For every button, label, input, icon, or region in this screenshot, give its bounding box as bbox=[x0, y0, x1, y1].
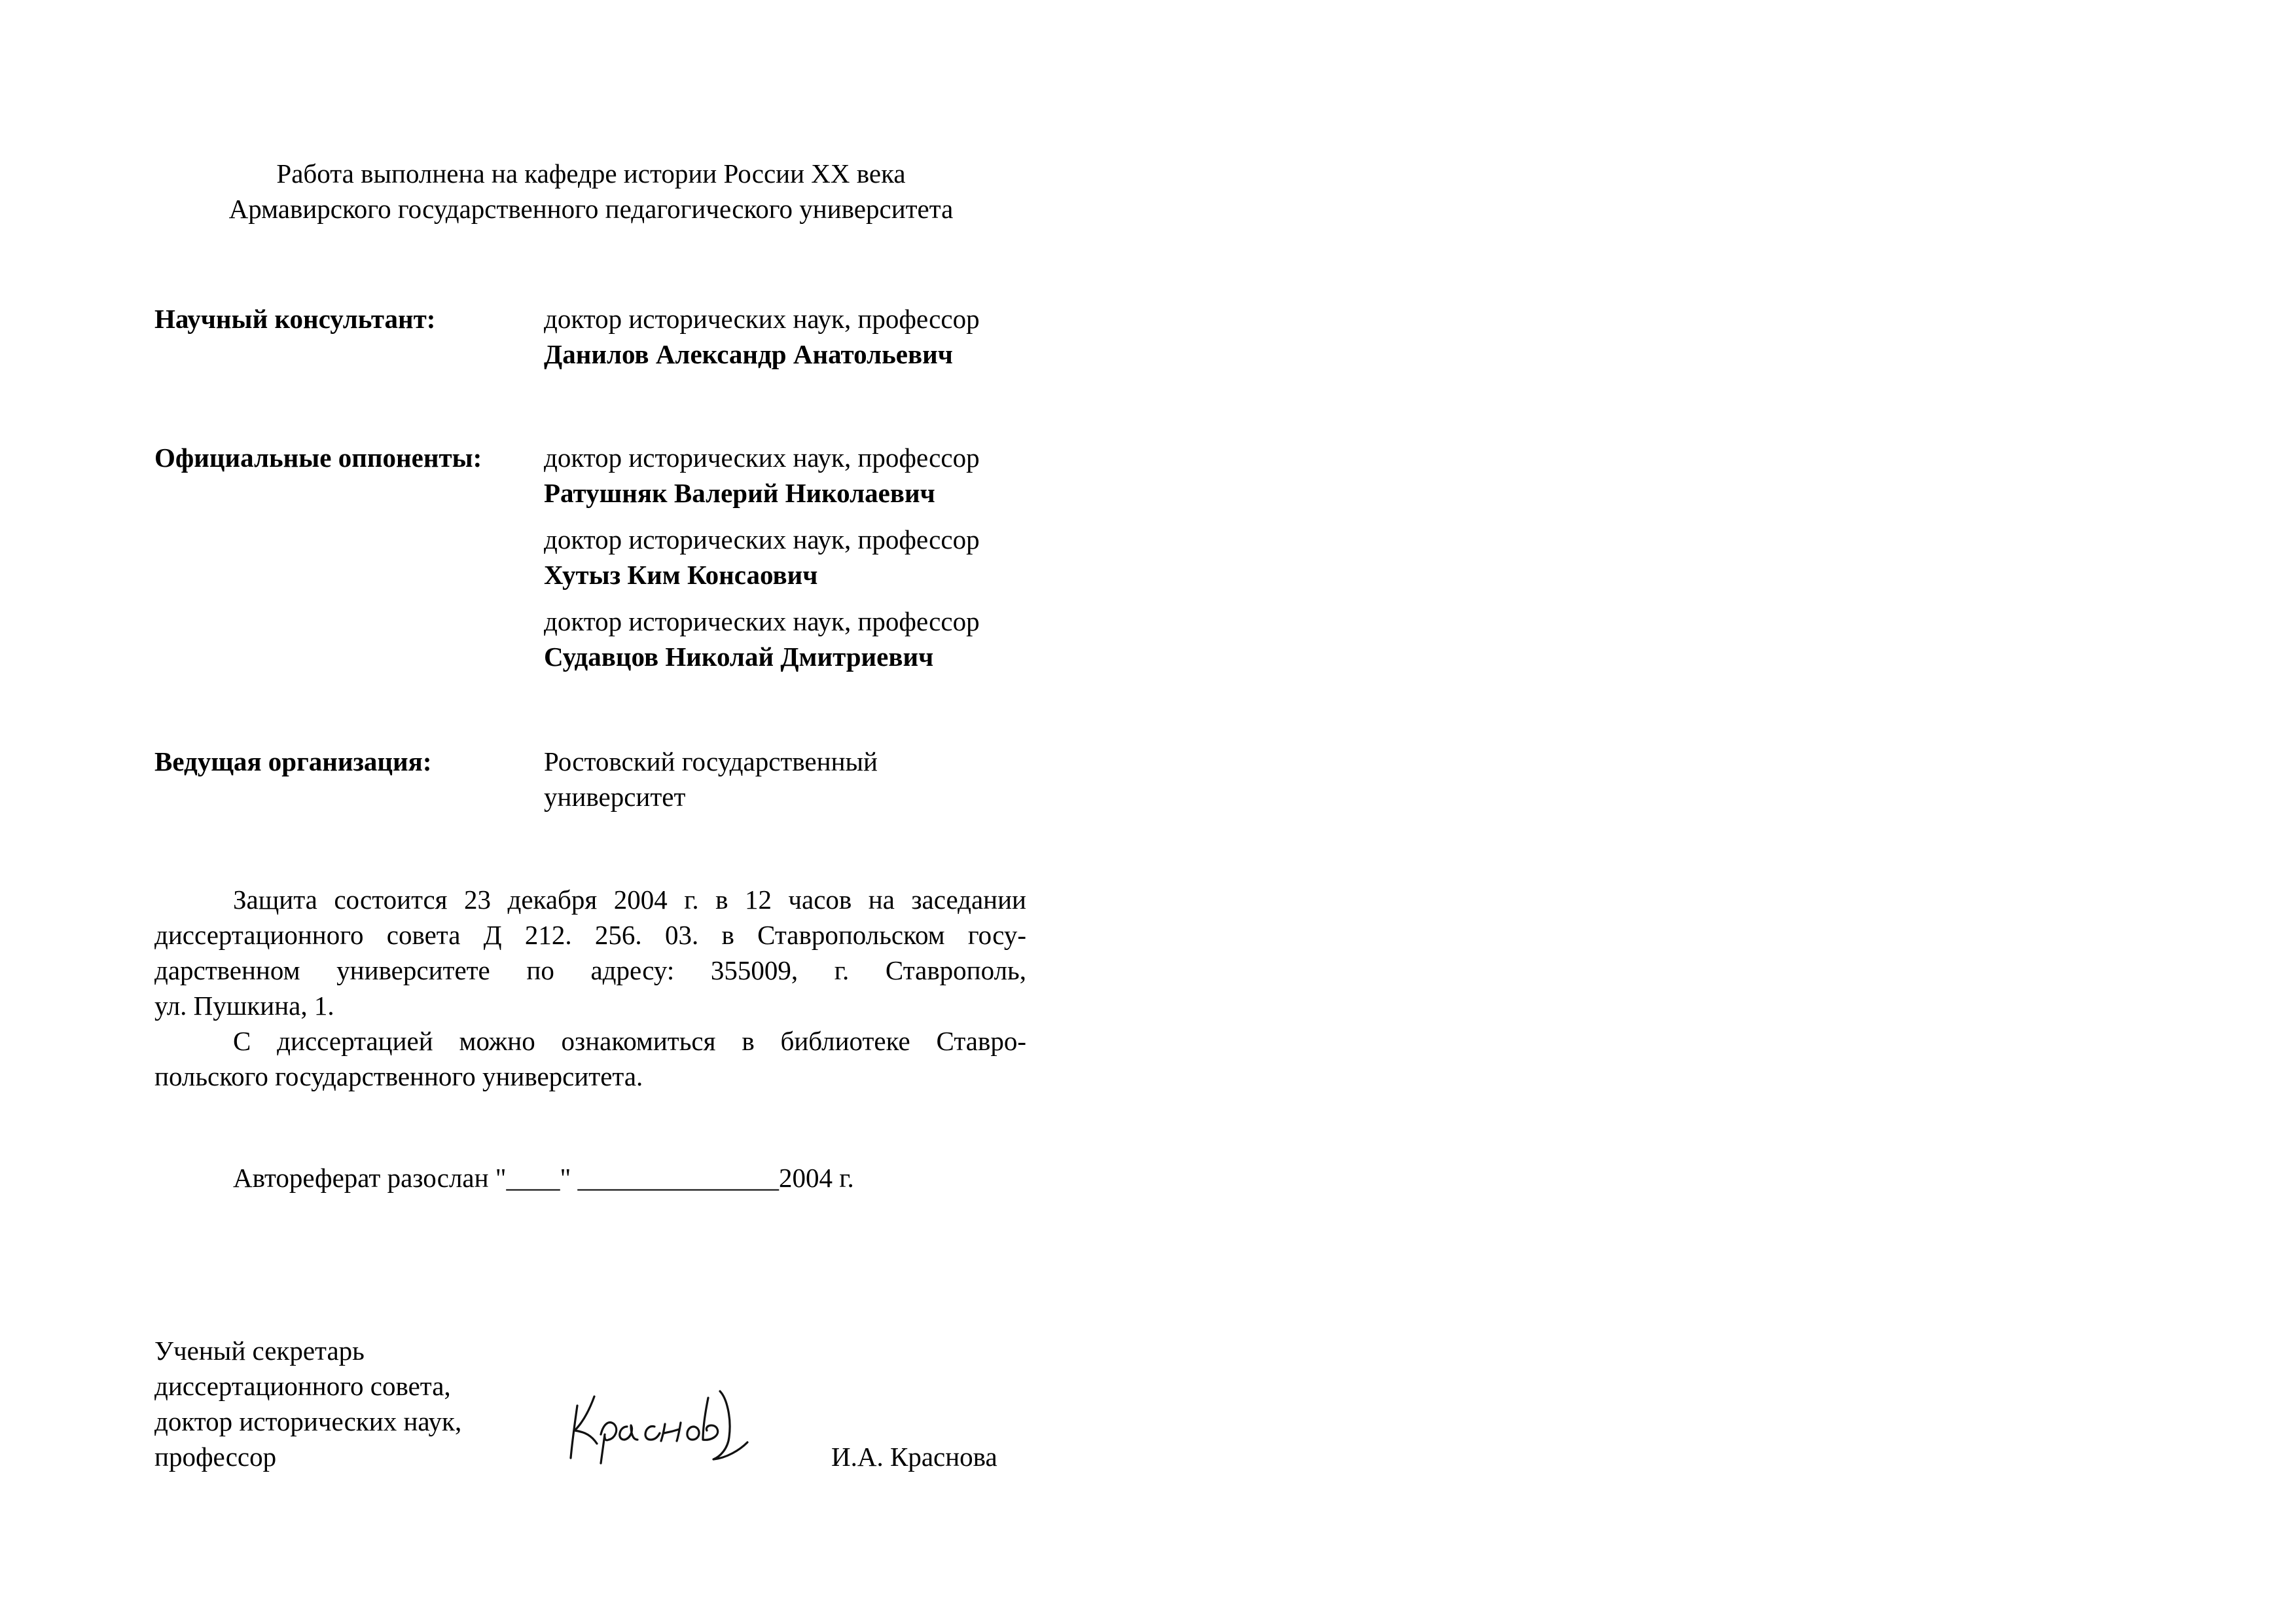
consultant-label: Научный консультант: bbox=[154, 304, 436, 334]
defense-line-1: Защита состоится 23 декабря 2004 г. в 12 часов на заседании bbox=[233, 884, 1026, 915]
defense-line-3: дарственном университете по адресу: 355009, г. Ставрополь, bbox=[154, 955, 1026, 985]
opponent-3-degree: доктор исторических наук, профессор bbox=[544, 606, 980, 636]
consultant-degree: доктор исторических наук, профессор bbox=[544, 304, 980, 334]
header-line-2: Армавирского государственного педагогического университета bbox=[228, 194, 954, 224]
opponent-2-degree: доктор исторических наук, профессор bbox=[544, 524, 980, 555]
library-line-1: С диссертацией можно ознакомиться в библиотеке Ставро- bbox=[233, 1026, 1026, 1056]
opponent-1-degree: доктор исторических наук, профессор bbox=[544, 443, 980, 473]
library-paragraph bbox=[154, 1023, 1026, 1094]
defense-line-4: ул. Пушкина, 1. bbox=[154, 991, 334, 1021]
secretary-line-4: профессор bbox=[154, 1442, 277, 1472]
opponent-2-name: Хутыз Ким Консаович bbox=[544, 560, 818, 590]
defense-line-2: диссертационного совета Д 212. 256. 03. в Ставропольском госу- bbox=[154, 920, 1026, 950]
opponent-1-name: Ратушняк Валерий Николаевич bbox=[544, 478, 935, 508]
handwritten-signature bbox=[563, 1372, 825, 1470]
library-line-2: польского государственного университета. bbox=[154, 1061, 643, 1091]
leading-org-line-2: университет bbox=[544, 782, 686, 812]
defense-paragraph bbox=[154, 882, 1026, 1023]
secretary-line-2: диссертационного совета, bbox=[154, 1371, 451, 1401]
secretary-name: И.А. Краснова bbox=[831, 1442, 997, 1472]
opponent-3-name: Судавцов Николай Дмитриевич bbox=[544, 642, 934, 672]
leading-org-label: Ведущая организация: bbox=[154, 746, 432, 776]
secretary-line-3: доктор исторических наук, bbox=[154, 1406, 462, 1436]
sent-date-line: Автореферат разослан "____" _______________2004 г. bbox=[233, 1163, 854, 1193]
consultant-name: Данилов Александр Анатольевич bbox=[544, 339, 953, 369]
leading-org-line-1: Ростовский государственный bbox=[544, 746, 878, 776]
opponents-label: Официальные оппоненты: bbox=[154, 443, 482, 473]
header-line-1: Работа выполнена на кафедре истории России XX века bbox=[276, 158, 906, 189]
secretary-line-1: Ученый секретарь bbox=[154, 1336, 365, 1366]
